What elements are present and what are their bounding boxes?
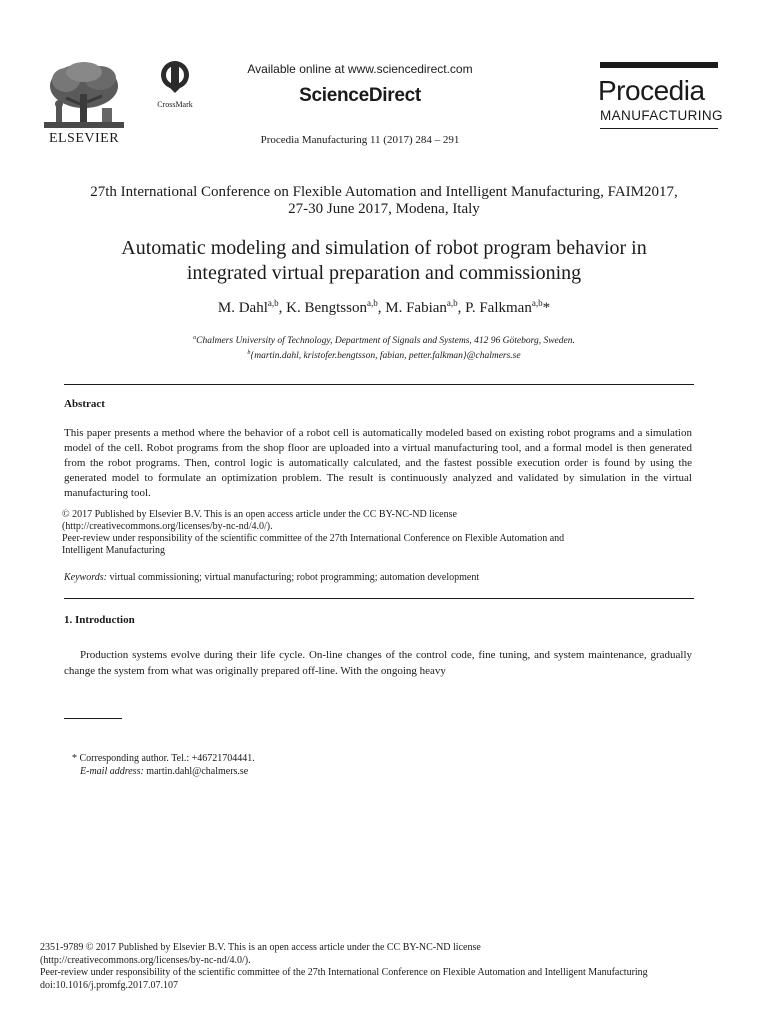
conference-line-1: 27th International Conference on Flexible Automation and Intelligent Manufacturing, FAIM2017, (90, 184, 678, 200)
affiliation-b (40, 347, 728, 362)
author-affiliation-mark: a,b (366, 298, 378, 308)
paper-title (40, 236, 728, 286)
author-name: M. Dahl (217, 300, 268, 316)
affiliation-b-mark: b (247, 350, 251, 357)
elsevier-tree-logo (42, 60, 126, 130)
author-name: M. Fabian (385, 300, 447, 316)
introduction-heading: 1. Introduction (64, 614, 135, 626)
footer-peer-review: Peer-review under responsibility of the scientific committee of the 27th International Conference on Flexible Automation and Intelligent Manufacturing (40, 967, 648, 978)
author-name: P. Falkman (465, 300, 532, 316)
title-line-2: integrated virtual preparation and commissioning (186, 262, 582, 284)
copyright-line-1: © 2017 Published by Elsevier B.V. This is an open access article under the CC BY-NC-ND license (62, 509, 457, 520)
peer-review-line-2: Intelligent Manufacturing (62, 545, 166, 556)
journal-reference: Procedia Manufacturing 11 (2017) 284 – 291 (260, 134, 460, 146)
available-online: Available online at www.sciencedirect.com (247, 62, 473, 76)
author-affiliation-mark: a,b (267, 298, 279, 308)
license-link[interactable]: (http://creativecommons.org/licenses/by-nc-nd/4.0/). (62, 521, 273, 532)
sciencedirect-logo: ScienceDirect (299, 85, 421, 106)
crossmark-badge[interactable] (155, 60, 195, 109)
affiliation-a (40, 332, 728, 347)
affiliations (40, 332, 728, 362)
abstract-bottom-rule (64, 598, 694, 599)
author-separator: * (542, 300, 551, 316)
introduction-text: Production systems evolve during their life cycle. On-line changes of the control code, fine tuning, and system maintenance, gradually change the system from what was originally prepared off-line. With the ongoing heavy (64, 649, 692, 677)
footer-issn-line: 2351-9789 © 2017 Published by Elsevier B.V. This is an open access article under the CC BY-NC-ND license (40, 942, 481, 953)
author-affiliation-mark: a,b (531, 298, 543, 308)
footer-doi[interactable]: doi:10.1016/j.promfg.2017.07.107 (40, 979, 179, 991)
affiliation-a-text: Chalmers University of Technology, Department of Signals and Systems, 412 96 Göteborg, Sweden. (196, 336, 575, 347)
publisher-name: ELSEVIER (48, 131, 120, 146)
email-address[interactable]: martin.dahl@chalmers.se (143, 766, 249, 777)
author-name: K. Bengtsson (286, 300, 367, 316)
footnote (72, 752, 672, 778)
procedia-top-bar (600, 62, 718, 68)
keywords-list: virtual commissioning; virtual manufacturing; robot programming; automation development (106, 572, 480, 583)
author-separator: , (377, 300, 386, 316)
author-list (40, 298, 728, 317)
title-line-1: Automatic modeling and simulation of robot program behavior in (121, 237, 647, 259)
affiliation-a-mark: a (193, 335, 197, 341)
procedia-logo: Procedia (598, 75, 705, 106)
affiliation-b-text[interactable]: {martin.dahl, kristofer.bengtsson, fabian, petter.falkman}@chalmers.se (250, 351, 521, 362)
email-line (72, 765, 672, 778)
author-separator: , (278, 300, 287, 316)
footer-license-link[interactable]: (http://creativecommons.org/licenses/by-nc-nd/4.0/). (40, 954, 251, 966)
abstract-text: This paper presents a method where the behavior of a robot cell is automatically modeled based on existing robot programs and a simulation model of the cell. Robot programs from the shop floor are uploaded into a virtual manufacturing tool, and a formal model is then generated from the robot programs. Then, control logic is automatically calculated, and the fastest possible execution order is found by using the generated model to formulate an optimization problem. The result is continuously analyzed and validated by simulation in the virtual manufacturing tool. (64, 427, 692, 499)
corresponding-author: * Corresponding author. Tel.: +46721704441. (72, 753, 255, 764)
abstract-heading: Abstract (64, 398, 105, 410)
procedia-manufacturing: MANUFACTURING (600, 108, 723, 123)
conference-info (40, 184, 728, 218)
conference-line-2: 27-30 June 2017, Modena, Italy (288, 201, 480, 217)
keywords-label: Keywords: (64, 572, 107, 583)
footnote-rule (64, 718, 122, 719)
copyright-notice (62, 509, 692, 557)
procedia-bottom-rule (600, 128, 718, 129)
author-affiliation-mark: a,b (446, 298, 458, 308)
keywords (64, 572, 694, 583)
peer-review-line-1: Peer-review under responsibility of the scientific committee of the 27th International Conference on Flexible Automation and (62, 533, 565, 544)
crossmark-icon (160, 60, 190, 94)
page-footer (40, 942, 740, 992)
abstract-top-rule (64, 384, 694, 385)
crossmark-label: CrossMark (157, 100, 193, 109)
author-separator: , (457, 300, 466, 316)
email-label: E-mail address: (80, 766, 144, 777)
